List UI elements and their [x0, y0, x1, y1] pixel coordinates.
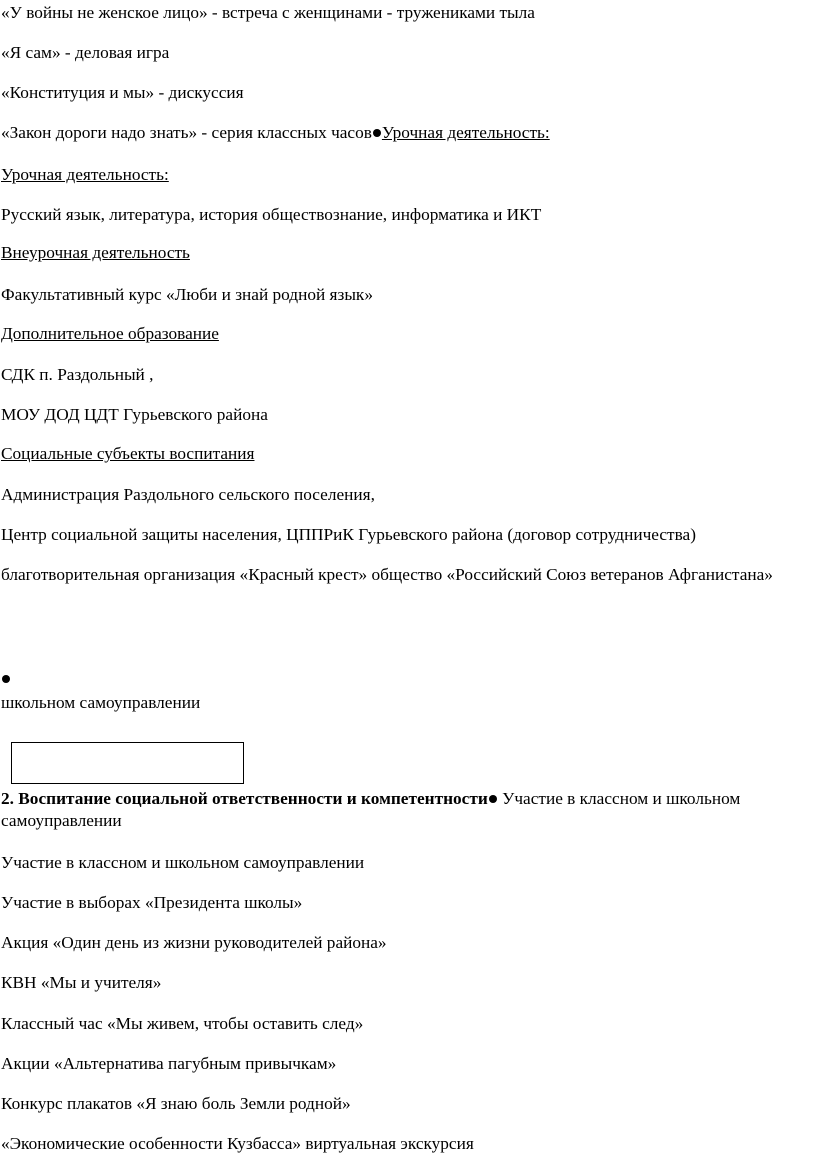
bullet-icon: [489, 795, 497, 803]
text-paragraph: [1, 788, 801, 832]
text-line: «Экономические особенности Кузбасса» виртуальная экскурсия: [1, 1134, 474, 1153]
text-line: «Конституция и мы» - дискуссия: [1, 83, 244, 102]
empty-table-cell: [11, 742, 244, 784]
text-paragraph: благотворительная организация «Красный крест» общество «Российский Союз ветеранов Афганистана»: [1, 565, 773, 584]
text-line: СДК п. Раздольный ,: [1, 365, 154, 384]
text-line: МОУ ДОД ЦДТ Гурьевского района: [1, 405, 268, 424]
text-line: «У войны не женское лицо» - встреча с женщинами - тружениками тыла: [1, 3, 535, 22]
text-line: Факультативный курс «Люби и знай родной язык»: [1, 285, 373, 304]
section-heading: Урочная деятельность:: [381, 123, 550, 142]
text-line: школьном самоуправлении: [1, 693, 201, 712]
text-line: Русский язык, литература, история обществознание, информатика и ИКТ: [1, 205, 542, 224]
text-fragment: Участие в классном и школьном самоуправлении: [1, 789, 741, 830]
text-line: «Я сам» - деловая игра: [1, 43, 170, 62]
text-line: Конкурс плакатов «Я знаю боль Земли родной»: [1, 1094, 351, 1113]
section-heading: Урочная деятельность:: [1, 165, 169, 184]
text-line: КВН «Мы и учителя»: [1, 973, 162, 992]
text-line: [1, 122, 550, 144]
text-line: Участие в классном и школьном самоуправлении: [1, 853, 365, 872]
text-line: Акции «Альтернатива пагубным привычкам»: [1, 1054, 337, 1073]
section-heading: Внеурочная деятельность: [1, 243, 190, 262]
text-line: Администрация Раздольного сельского поселения,: [1, 485, 375, 504]
section-heading: Социальные субъекты воспитания: [1, 444, 255, 463]
bullet-icon: [2, 675, 10, 683]
section-heading: Дополнительное образование: [1, 324, 219, 343]
text-line: Классный час «Мы живем, чтобы оставить след»: [1, 1014, 364, 1033]
bullet-icon: [373, 129, 381, 137]
section-title: 2. Воспитание социальной ответственности и компетентности: [1, 789, 488, 808]
text-line: Центр социальной защиты населения, ЦППРиК Гурьевского района (договор сотрудничества): [1, 525, 696, 544]
text-fragment: «Закон дороги надо знать» - серия классных часов: [1, 123, 372, 142]
text-line: Участие в выборах «Президента школы»: [1, 893, 303, 912]
text-line: [1, 668, 11, 690]
text-line: Акция «Один день из жизни руководителей района»: [1, 933, 387, 952]
